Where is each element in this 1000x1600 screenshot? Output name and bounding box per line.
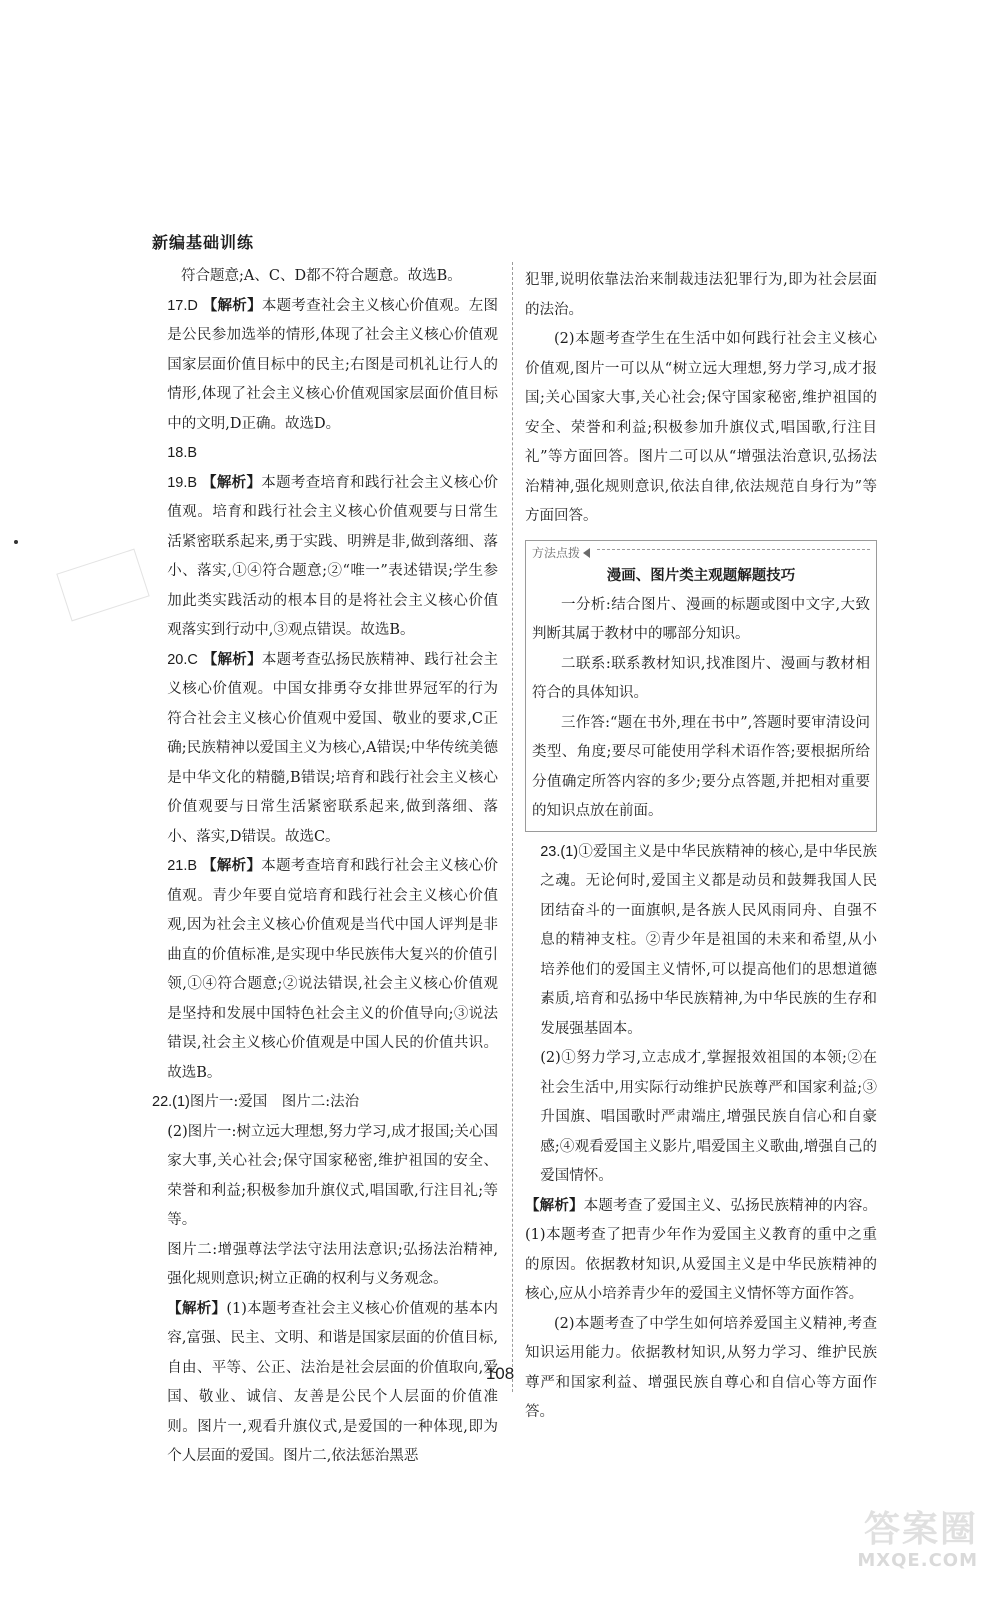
answer-23-part2: (2)①努力学习,立志成才,掌握报效祖国的本领;②在社会生活中,用实际行动维护民族尊严和国家利益;③升国旗、唱国歌时严肃端庄,增强民族自信心和自豪感;④观看爱国主义影片,唱爱国主义歌曲,增强自己的爱国情怀。	[540, 1050, 877, 1184]
analysis-tag: 【解析】	[202, 474, 262, 491]
method-label-row	[532, 541, 870, 561]
answer-18	[152, 439, 498, 469]
answer-text: (1)本题考查社会主义核心价值观的基本内容,富强、民主、文明、和谐是国家层面的价值目标,自由、平等、公正、法治是社会层面的价值取向,爱国、敬业、诚信、友善是公民个人层面的价值准则。图片一,观看升旗仪式,是爱国的一种体现,即为个人层面的爱国。图片二,依法惩治黑恶	[167, 1300, 498, 1464]
answer-19	[152, 469, 498, 646]
answer-text: 本题考查培育和践行社会主义核心价值观。青少年要自觉培育和践行社会主义核心价值观,因为社会主义核心价值观是当代中国人评判是非曲直的价值标准,是实现中华民族伟大复兴的价值引领,①④符合题意;②说法错误,社会主义核心价值观是坚持和发展中国特色社会主义的价值导向;③说法错误,社会主义核心价值观是中国人民的价值共识。故选B。	[167, 858, 499, 1081]
answer-text: 本题考查弘扬民族精神、践行社会主义核心价值观。中国女排勇夺女排世界冠军的行为符合社会主义核心价值观中爱国、敬业的要求,C正确;民族精神以爱国主义为核心,A错误;中华传统美德是中华文化的精髓,B错误;培育和践行社会主义核心价值观要与日常生活紧密联系起来,做到落细、落小、落实,D错误。故选C。	[167, 651, 499, 845]
method-label-text: 方法点拨	[532, 545, 581, 560]
answer-22-picture2: 图片二:增强尊法学法守法用法意识;弘扬法治精神,强化规则意识;树立正确的权利与义务观念。	[167, 1241, 498, 1287]
answer-20	[152, 646, 498, 853]
method-step-2: 二联系:联系教材知识,找准图片、漫画与教材相符合的具体知识。	[532, 655, 870, 701]
answer-number: 20.C	[167, 651, 198, 668]
watermark-url: MXQE.COM	[857, 1550, 978, 1571]
method-title: 漫画、图片类主观题解题技巧	[606, 567, 796, 584]
answer-23-analysis	[525, 1192, 877, 1310]
answer-number: 19.B	[167, 474, 198, 491]
speck	[14, 540, 18, 544]
method-step-1: 一分析:结合图片、漫画的标题或图中文字,大致判断其属于教材中的哪部分知识。	[532, 596, 870, 642]
answer-22-part2: (2)图片一:树立远大理想,努力学习,成才报国;关心国家大事,关心社会;保守国家秘密,维护祖国的安全、荣誉和利益;积极参加升旗仪式,唱国歌,行注目礼;等等。	[167, 1123, 498, 1228]
page-number: 108	[485, 1364, 515, 1383]
analysis-continuation: 犯罪,说明依靠法治来制裁违法犯罪行为,即为社会层面的法治。	[525, 272, 877, 318]
left-column	[152, 262, 498, 1472]
analysis-tag: 【解析】	[202, 651, 262, 668]
answer-17	[152, 292, 498, 440]
faint-stamp	[56, 549, 149, 622]
answer-number: 21.B	[167, 858, 198, 874]
answer-22-part1	[152, 1088, 498, 1118]
answer-23-analysis-2: (2)本题考查了中学生如何培养爱国主义精神,考查知识运用能力。依据教材知识,从努力学习、维护民族尊严和国家利益、增强民族自尊心和自信心等方面作答。	[525, 1315, 877, 1420]
method-step-3: 三作答:“题在书外,理在书中”,答题时要审清设问类型、角度;要尽可能使用学科术语作答;要根据所给分值确定所答内容的多少;要分点答题,并把相对重要的知识点放在前面。	[532, 714, 870, 819]
right-column	[525, 266, 877, 1428]
method-label	[532, 544, 596, 562]
section-header: 新编基础训练	[152, 233, 255, 252]
method-tips-box	[525, 540, 877, 832]
analysis-tag: 【解析】	[202, 297, 262, 314]
speaker-icon	[583, 548, 590, 558]
answer-number: 18.B	[167, 445, 198, 461]
answer-text: 图片一:爱国 图片二:法治	[189, 1094, 360, 1110]
answer-text: ①爱国主义是中华民族精神的核心,是中华民族之魂。无论何时,爱国主义都是动员和鼓舞我国人民团结奋斗的一面旗帜,是各族人民风雨同舟、自强不息的精神支柱。②青少年是祖国的未来和希望,从小培养他们的爱国主义情怀,可以提高他们的思想道德素质,培育和弘扬中华民族精神,为中华民族的生存和发展强基固本。	[540, 843, 877, 1037]
site-watermark	[808, 1510, 978, 1582]
answer-text: 本题考查培育和践行社会主义核心价值观。培育和践行社会主义核心价值观要与日常生活紧密联系起来,勇于实践、明辨是非,做到落细、落小、落实,①④符合题意;②“唯一”表述错误;学生参加此类实践活动的根本目的是将社会主义核心价值观落实到行动中,③观点错误。故选B。	[167, 474, 499, 638]
column-divider	[512, 262, 513, 1392]
answer-23-part1	[525, 838, 877, 1045]
analysis-tag: 【解析】	[202, 858, 262, 874]
answer-continuation: 符合题意;A、C、D都不符合题意。故选B。	[181, 268, 462, 284]
answer-number: 23.(1)	[540, 843, 579, 860]
answer-number: 17.D	[167, 297, 198, 314]
answer-21	[152, 852, 498, 1088]
analysis-part2: (2)本题考查学生在生活中如何践行社会主义核心价值观,图片一可以从“树立远大理想,努力学习,成才报国;关心国家大事,关心社会;保守国家秘密,维护祖国的安全、荣誉和利益;积极参加升旗仪式,唱国歌,行注目礼”等方面回答。图片二可以从“增强法治意识,弘扬法治精神,强化规则意识,依法自律,依法规范自身行为”等方面回答。	[525, 331, 877, 524]
answer-number: 22.(1)	[152, 1094, 190, 1110]
analysis-tag: 【解析】	[167, 1300, 227, 1317]
watermark-logo: 答案圈	[863, 1509, 978, 1550]
analysis-tag: 【解析】	[525, 1197, 584, 1214]
answer-text: 本题考查了爱国主义、弘扬民族精神的内容。(1)本题考查了把青少年作为爱国主义教育的重中之重的原因。依据教材知识,从爱国主义是中华民族精神的核心,应从小培养青少年的爱国主义情怀等方面作答。	[525, 1197, 878, 1302]
answer-text: 本题考查社会主义核心价值观。左图是公民参加选举的情形,体现了社会主义核心价值观国家层面价值目标中的民主;右图是司机礼让行人的情形,体现了社会主义核心价值观国家层面价值目标中的文明,D正确。故选D。	[167, 297, 499, 432]
